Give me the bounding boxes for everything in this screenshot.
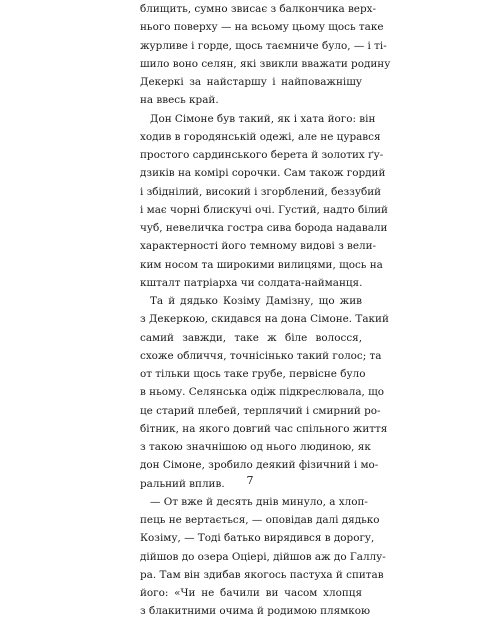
text-line: з блакитними очима й родимою плямкою [140, 605, 371, 618]
text-line: Козіму, — Тоді батько вирядився в дорогу, [140, 532, 375, 545]
text-line: Декеркі за найстаршу і найповажнішу [140, 76, 362, 88]
text-line: на ввесь край. [140, 94, 219, 107]
text-line: ральний вплив. [140, 477, 225, 490]
text-line: дійшов до озера Оціері, дійшов аж до Галлу- [140, 550, 386, 563]
text-line: нього поверху — на всьому цьому щось таке [140, 21, 384, 34]
text-line: Та й дядько Козіму Дамізну, що жив [150, 295, 362, 307]
text-line: шило воно селян, які звикли вважати родину [140, 57, 391, 70]
text-line: журливе і горде, щось таємниче було, — і ті- [140, 39, 387, 52]
text-line: з Декеркою, скидався на дона Сімоне. Такий [140, 313, 389, 326]
text-line: блищить, сумно звисає з балкончика верх- [140, 3, 376, 15]
text-line: і має чорні блискучі очі. Густий, надто білий [140, 203, 388, 216]
page-number: 7 [246, 474, 254, 487]
text-line: — От вже й десять днів минуло, а хлоп- [150, 495, 368, 508]
text-line: ким носом та широкими вилицями, щось на [140, 258, 383, 271]
text-line: Дон Сімоне був такий, як і хата його: він [150, 112, 376, 125]
text-line: характерності його темному видові з вели- [140, 240, 377, 253]
text-line: схоже обличчя, точнісінько такий голос; та [140, 349, 382, 362]
text-line: самий завжди, таке ж біле волосся, [140, 331, 362, 344]
text-line: з такою значнішою од нього людиною, як [140, 441, 371, 453]
text-line: от тільки щось таке грубе, первісне було [140, 368, 366, 380]
body-text [140, 0, 391, 621]
text-line: пець не вертається, — оповідав далі дядько [140, 514, 380, 526]
text-line: бітник, на якого довгий час спільного життя [140, 422, 388, 435]
text-line: ходив в городянській одежі, але не цурався [140, 130, 381, 143]
text-line: кшталт патріарха чи солдата-найманця. [140, 276, 363, 289]
text-line: простого сардинського берета й золотих ґу- [140, 149, 384, 161]
text-line: дзиків на комірі сорочки. Сам також гордий [140, 167, 386, 180]
text-line: дон Сімоне, зробило деякий фізичний і мо- [140, 459, 379, 472]
text-line: його: «Чи не бачили ви часом хлопця [140, 587, 362, 599]
text-line: в ньому. Селянська одіж підкреслювала, що [140, 386, 385, 399]
text-line: і збіднілий, високий і згорблений, беззубий [140, 185, 382, 198]
text-line: це старий плебей, терплячий і смирний ро- [140, 404, 381, 417]
text-line: чуб, невеличка гостра сива борода надавали [140, 222, 388, 234]
text-line: ра. Там він здибав якогось пастуха й спитав [140, 568, 384, 581]
